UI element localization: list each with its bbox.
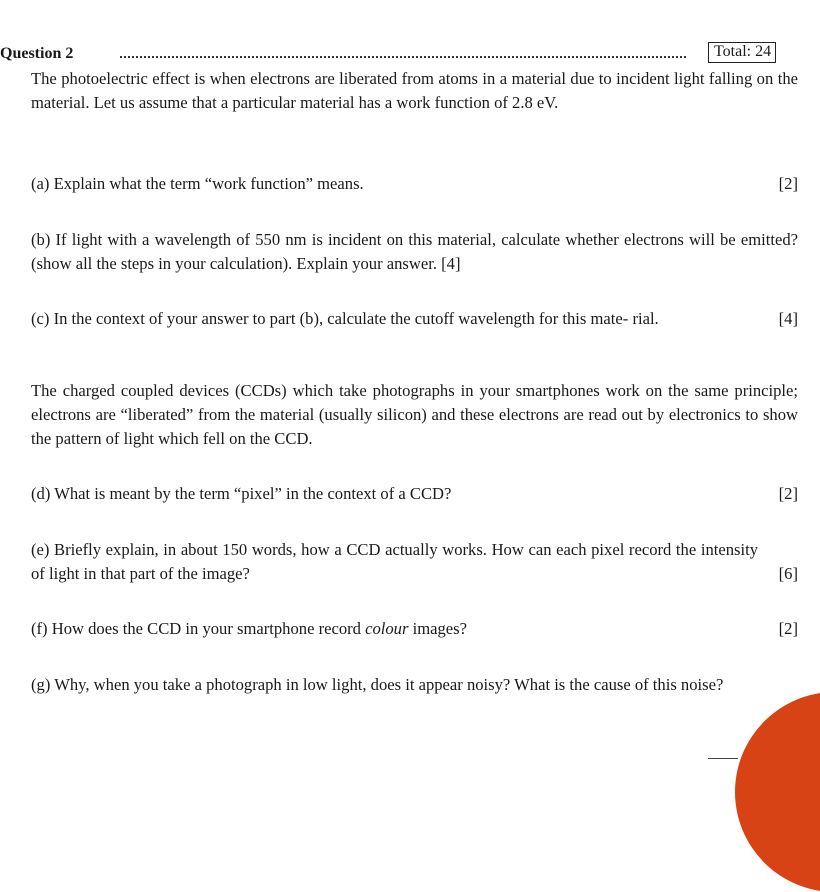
total-marks-box: Total: 24: [708, 42, 776, 63]
intro-paragraph: The photoelectric effect is when electrons are liberated from atoms in a material due to incident light falling on the material. Let us assume that a particular material has a work function of 2.8 eV.: [31, 69, 798, 112]
part-c-text: (c) In the context of your answer to part (b), calculate the cutoff wavelength for this mate- rial.: [31, 309, 659, 328]
ccd-paragraph: The charged coupled devices (CCDs) which take photographs in your smartphones work on the same principle; electrons are “liberated” from the material (usually silicon) and these electrons are read out by electronics to show the pattern of light which fell on the CCD.: [31, 381, 798, 448]
part-e-marks: [6]: [778, 564, 798, 583]
part-a-text: (a) Explain what the term “work function” means.: [31, 174, 364, 193]
part-c-marks: [4]: [778, 309, 798, 328]
part-a-marks: [2]: [778, 174, 798, 193]
part-b-text-content: (b) If light with a wavelength of 550 nm is incident on this material, calculate whether electrons will be emitted? (show all the steps in your calculation). Explain your answer.: [31, 230, 798, 273]
part-g: [31, 673, 798, 697]
part-b-text: [31, 228, 798, 276]
part-c: [31, 307, 798, 331]
part-d-marks: [2]: [778, 484, 798, 503]
part-f-text-after: images?: [408, 619, 467, 638]
question-header: [0, 42, 800, 66]
part-f-text-emphasis: colour: [365, 619, 409, 638]
part-d-text: (d) What is meant by the term “pixel” in the context of a CCD?: [31, 484, 452, 503]
corner-rule: [708, 758, 738, 759]
part-a: [31, 172, 798, 196]
part-f-marks: [2]: [778, 619, 798, 638]
part-f-text-before: (f) How does the CCD in your smartphone record: [31, 619, 366, 638]
part-e: [31, 538, 798, 586]
part-d: [31, 482, 798, 506]
question-label: Question 2: [0, 45, 74, 62]
part-f-text: [31, 617, 798, 641]
part-f: [31, 617, 798, 641]
part-g-text: (g) Why, when you take a photograph in low light, does it appear noisy? What is the cause of this noise?: [31, 675, 724, 694]
part-b-marks: [4]: [441, 254, 461, 273]
dot-leader: [120, 56, 686, 58]
orange-circle-overlay: [735, 692, 820, 892]
part-b: [31, 228, 798, 276]
part-e-text: (e) Briefly explain, in about 150 words, how a CCD actually works. How can each pixel record the intensity of light in that part of the image?: [31, 540, 758, 583]
